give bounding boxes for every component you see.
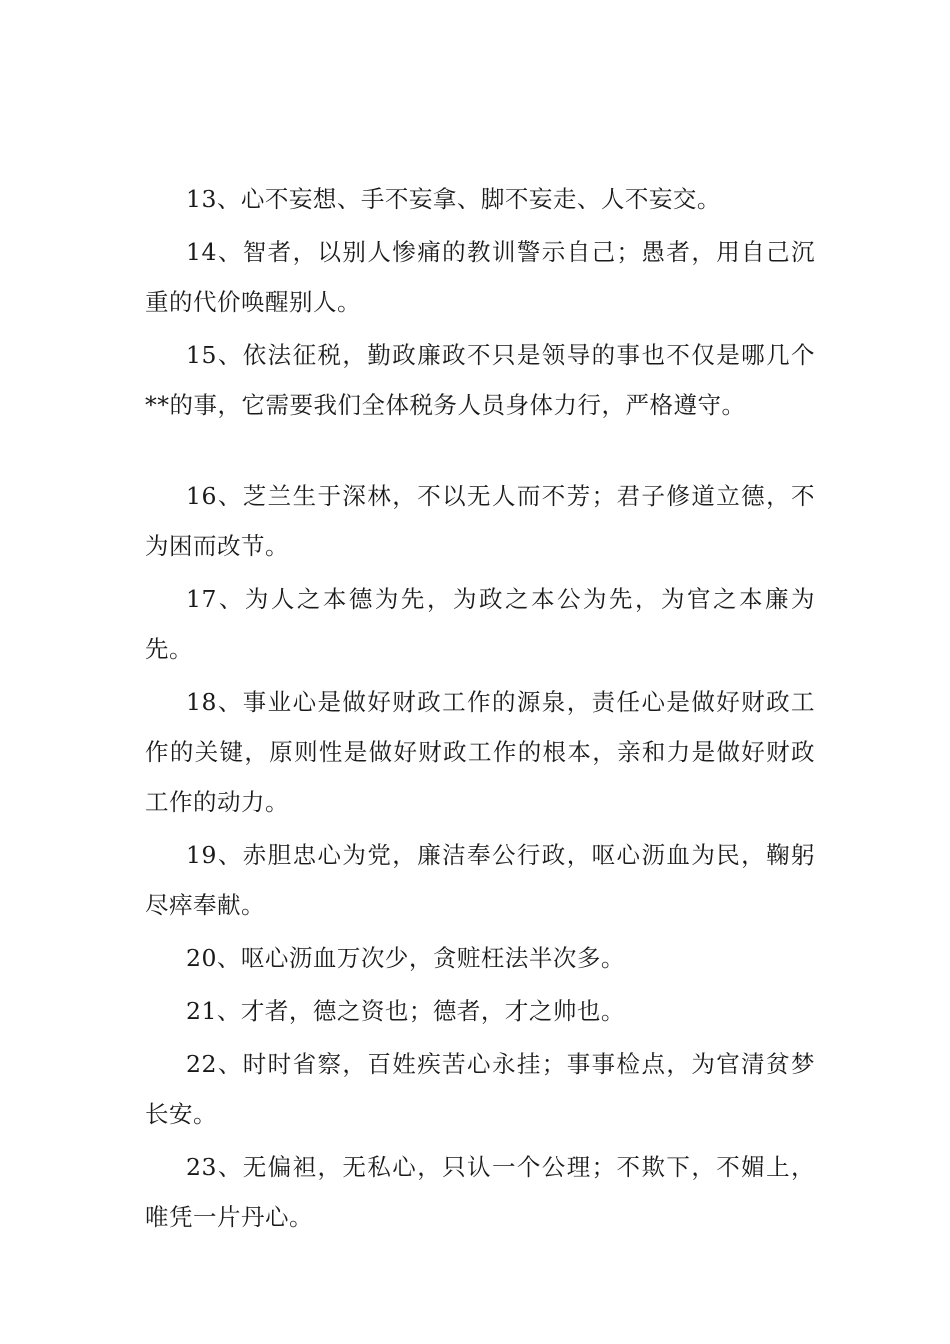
paragraph-22: 22、时时省察，百姓疾苦心永挂；事事检点，为官清贫梦长安。 [145, 1050, 815, 1128]
paragraph-17: 17、为人之本德为先，为政之本公为先，为官之本廉为先。 [145, 585, 815, 663]
paragraph-23: 23、无偏袒，无私心，只认一个公理；不欺下，不媚上，唯凭一片丹心。 [145, 1153, 815, 1231]
paragraph-14: 14、智者，以别人惨痛的教训警示自己；愚者，用自己沉重的代价唤醒别人。 [145, 238, 815, 316]
paragraph-19: 19、赤胆忠心为党，廉洁奉公行政，呕心沥血为民，鞠躬尽瘁奉献。 [145, 841, 815, 919]
paragraph-13: 13、心不妄想、手不妄拿、脚不妄走、人不妄交。 [186, 185, 721, 213]
paragraph-21: 21、才者，德之资也；德者，才之帅也。 [186, 997, 625, 1025]
paragraph-20: 20、呕心沥血万次少，贪赃枉法半次多。 [186, 944, 625, 972]
paragraph-15: 15、依法征税，勤政廉政不只是领导的事也不仅是哪几个**的事，它需要我们全体税务人员身体力行，严格遵守。 [145, 341, 815, 419]
paragraph-16: 16、芝兰生于深林，不以无人而不芳；君子修道立德，不为困而改节。 [145, 482, 815, 560]
paragraph-18: 18、事业心是做好财政工作的源泉，责任心是做好财政工作的关键，原则性是做好财政工作的根本，亲和力是做好财政工作的动力。 [145, 688, 815, 816]
document-body [145, 174, 815, 1245]
